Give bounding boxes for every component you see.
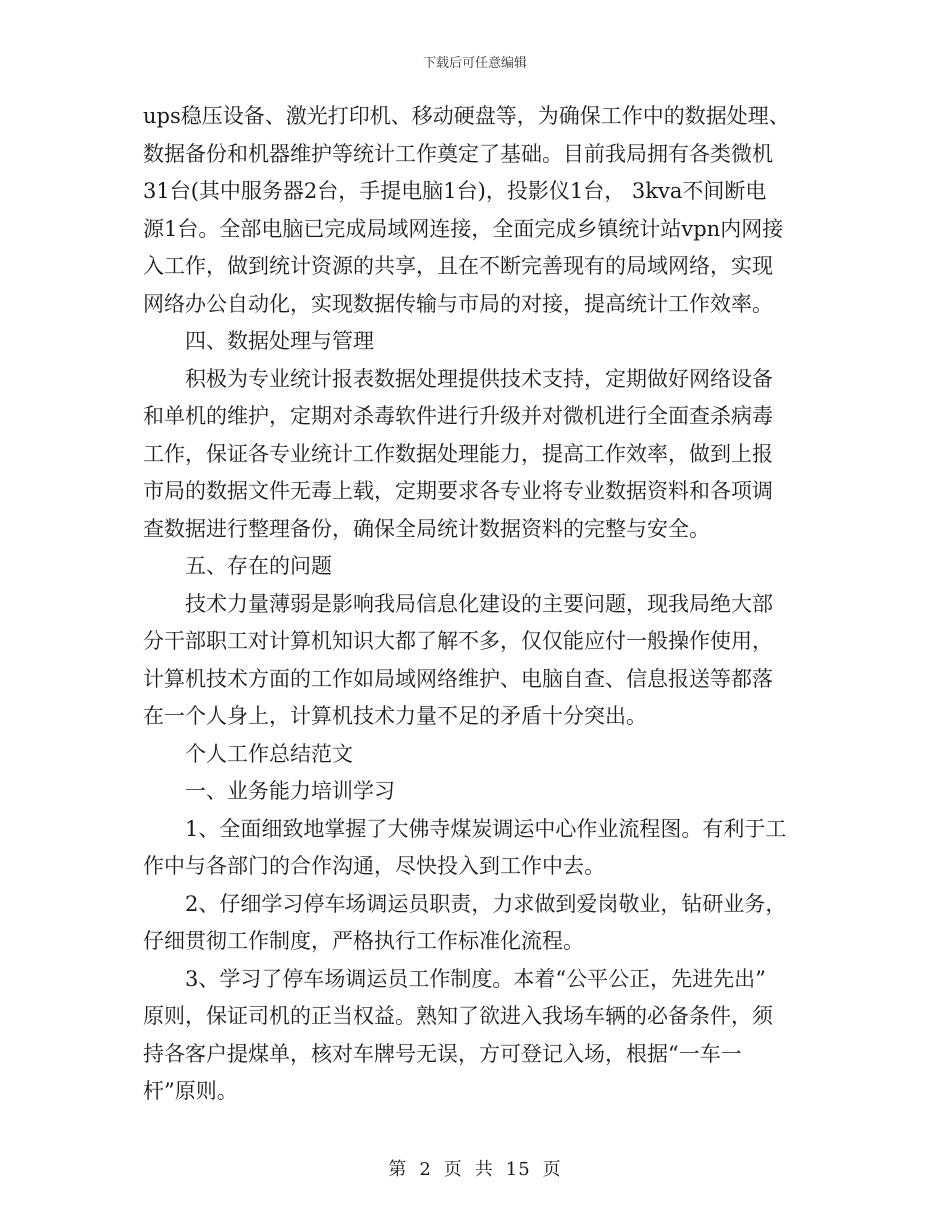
text-line: 源1台。全部电脑已完成局域网连接，全面完成乡镇统计站vpn内网接 [143,216,784,241]
footer-prefix: 第 [388,1159,408,1180]
text-line: 3、学习了停车场调运员工作制度。本着“公平公正，先进先出” [185,966,766,991]
text-line: 五、存在的问题 [185,554,332,578]
text-line: 入工作，做到统计资源的共享，且在不断完善现有的局域网络，实现 [143,254,773,278]
text-line: 查数据进行整理备份，确保全局统计数据资料的完整与安全。 [143,516,710,541]
page-header: 下载后可任意编辑 [422,56,527,71]
text-line: 技术力量薄弱是影响我局信息化建设的主要问题，现我局绝大部 [185,591,773,616]
page-footer [0,1155,950,1181]
text-line: 在一个人身上，计算机技术力量不足的矛盾十分突出。 [143,704,647,728]
text-line: 31台(其中服务器2台，手提电脑1台)，投影仪1台， 3kva不间断电 [143,179,767,203]
footer-current-page: 2 [419,1159,432,1180]
document-body [143,98,809,1111]
text-line: 工作，保证各专业统计工作数据处理能力，提高工作效率，做到上报 [143,441,773,466]
text-line: 持各客户提煤单，核对车牌号无误，方可登记入场，根据“一车一 [143,1041,742,1066]
text-line: 市局的数据文件无毒上载，定期要求各专业将专业数据资料和各项调 [143,479,773,503]
text-line: ups稳压设备、激光打印机、移动硬盘等，为确保工作中的数据处理、 [143,104,790,128]
text-line: 一、业务能力培训学习 [185,779,395,803]
footer-page-word: 页 [443,1159,463,1180]
text-line: 仔细贯彻工作制度，严格执行工作标准化流程。 [143,929,584,953]
text-line: 网络办公自动化，实现数据传输与市局的对接，提高统计工作效率。 [143,291,773,316]
footer-suffix: 页 [542,1159,562,1180]
text-line: 四、数据处理与管理 [185,329,374,353]
footer-total-word: 共 [474,1159,494,1180]
text-line: 1、全面细致地掌握了大佛寺煤炭调运中心作业流程图。有利于工 [185,816,787,841]
text-line: 2、仔细学习停车场调运员职责，力求做到爱岗敬业，钻研业务， [185,891,787,916]
text-line: 和单机的维护，定期对杀毒软件进行升级并对微机进行全面查杀病毒 [143,404,773,428]
text-line: 杆”原则。 [143,1079,238,1103]
text-line: 分干部职工对计算机知识大都了解不多，仅仅能应付一般操作使用， [143,629,773,653]
text-line: 作中与各部门的合作沟通，尽快投入到工作中去。 [143,854,605,878]
text-line: 计算机技术方面的工作如局域网络维护、电脑自查、信息报送等都落 [143,666,773,691]
text-line: 原则，保证司机的正当权益。熟知了欲进入我场车辆的必备条件，须 [143,1004,773,1028]
text-line: 积极为专业统计报表数据处理提供技术支持，定期做好网络设备 [185,366,773,391]
text-line: 数据备份和机器维护等统计工作奠定了基础。目前我局拥有各类微机 [143,141,773,166]
footer-total-pages: 15 [505,1159,531,1180]
text-line: 个人工作总结范文 [185,741,353,766]
